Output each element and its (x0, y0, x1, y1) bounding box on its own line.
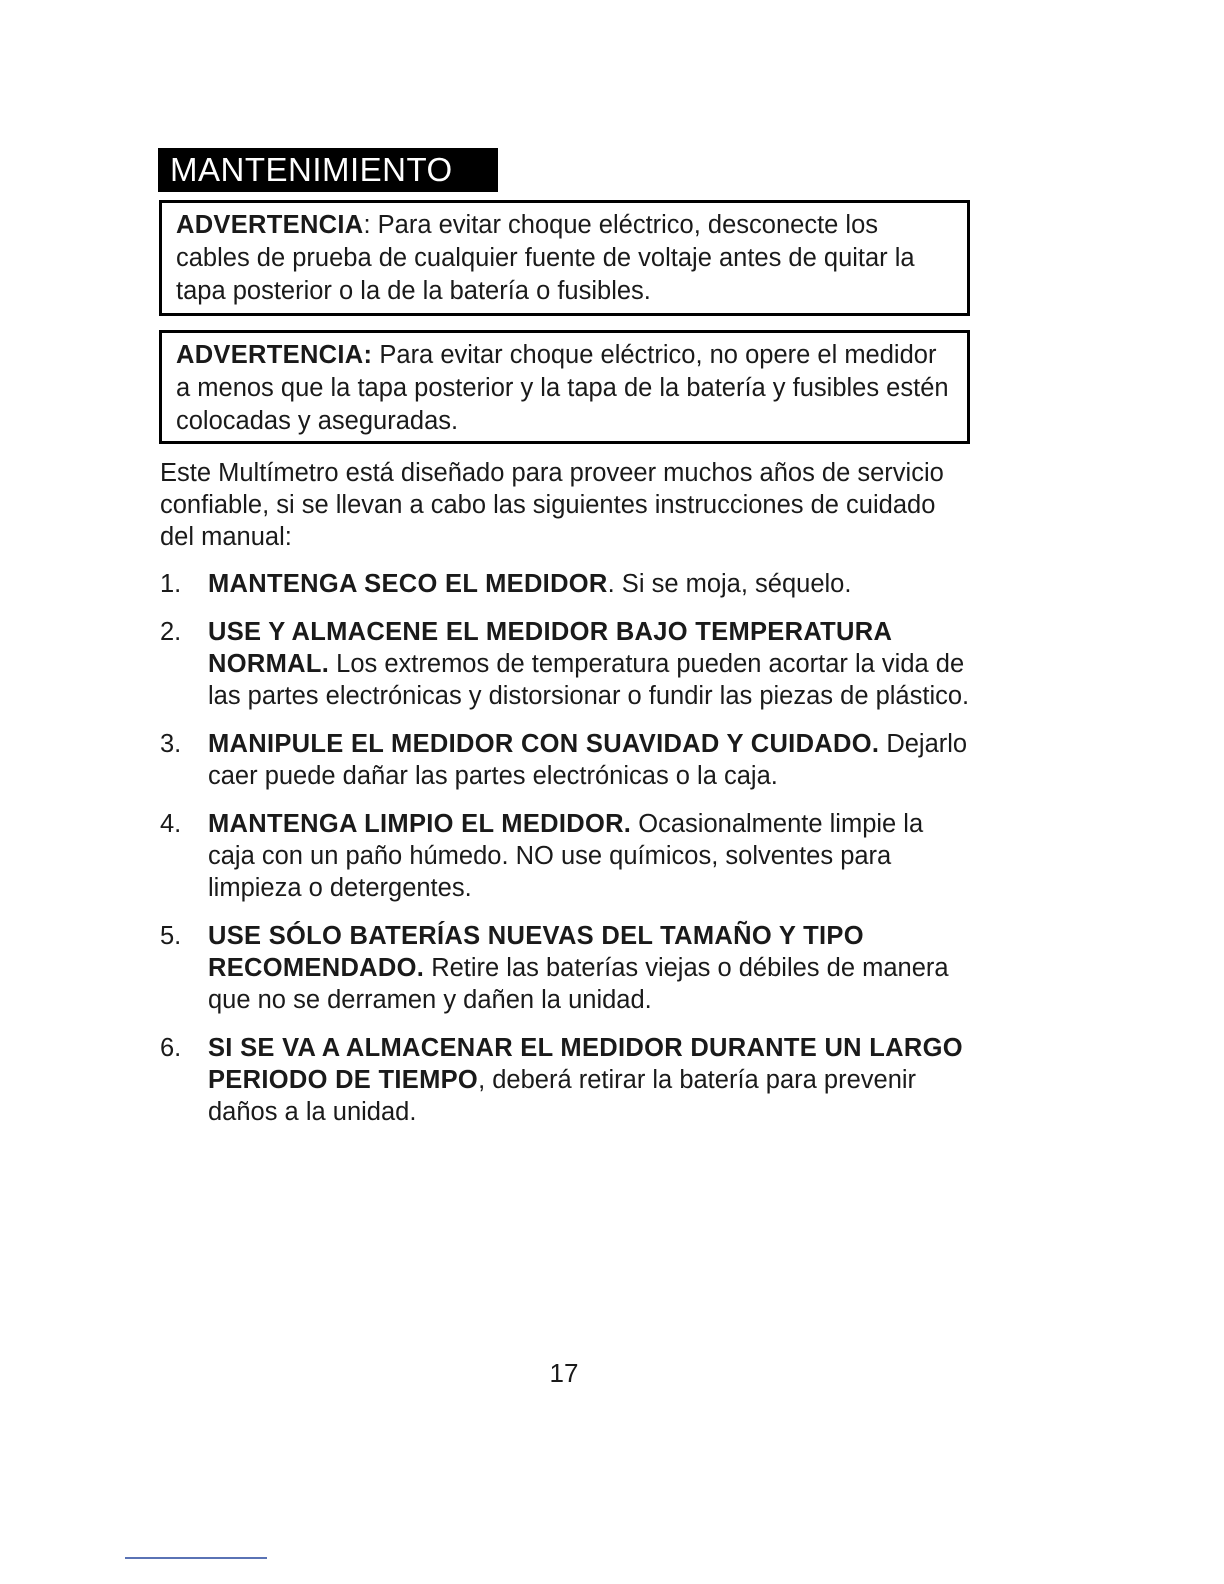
item-number: 1. (160, 570, 182, 598)
item-number: 5. (160, 922, 182, 950)
item-text: , deberá retirar la batería para prevenir daños a la unidad. (208, 1066, 917, 1126)
warning-text: Para evitar choque eléctrico, desconecte los cables de prueba de cualquier fuente de voltaje antes de quitar la tapa posterior o la de la batería o fusibles. (176, 211, 915, 305)
warning-box-1 (159, 200, 970, 316)
item-heading: MANTENGA SECO EL MEDIDOR (208, 570, 608, 598)
warning-label: ADVERTENCIA (176, 211, 364, 239)
item-heading: MANTENGA LIMPIO EL MEDIDOR. (208, 810, 632, 838)
warning-box-2 (159, 330, 970, 444)
item-text: Los extremos de temperatura pueden acortar la vida de las partes electrónicas y distorsionar o fundir las piezas de plástico. (208, 650, 970, 710)
warning-text: Para evitar choque eléctrico, no opere el medidor a menos que la tapa posterior y la tapa de la batería y fusibles estén colocadas y aseguradas. (176, 341, 949, 435)
list-item (160, 920, 970, 1016)
item-number: 4. (160, 810, 182, 838)
item-text: Ocasionalmente limpie la caja con un paño húmedo. NO use químicos, solventes para limpieza o detergentes. (208, 810, 924, 902)
item-heading: USE Y ALMACENE EL MEDIDOR BAJO TEMPERATURA NORMAL. (208, 618, 892, 678)
item-number: 2. (160, 618, 182, 646)
care-instructions-list (160, 568, 970, 1144)
warning-separator: : (363, 211, 378, 239)
item-number: 6. (160, 1034, 182, 1062)
item-heading: USE SÓLO BATERÍAS NUEVAS DEL TAMAÑO Y TIPO RECOMENDADO. (208, 922, 864, 982)
section-title: MANTENIMIENTO (158, 148, 498, 192)
list-item (160, 728, 970, 792)
footer-rule (125, 1557, 267, 1559)
list-item (160, 568, 970, 600)
item-text: Dejarlo caer puede dañar las partes electrónicas o la caja. (208, 730, 968, 790)
list-item (160, 808, 970, 904)
item-heading: MANIPULE EL MEDIDOR CON SUAVIDAD Y CUIDADO. (208, 730, 880, 758)
page-number: 17 (549, 1358, 579, 1388)
item-text: . Si se moja, séquelo. (607, 570, 852, 598)
warning-label: ADVERTENCIA: (176, 341, 373, 369)
item-heading: SI SE VA A ALMACENAR EL MEDIDOR DURANTE UN LARGO PERIODO DE TIEMPO (208, 1034, 963, 1094)
intro-paragraph: Este Multímetro está diseñado para proveer muchos años de servicio confiable, si se llevan a cabo las siguientes instrucciones de cuidado del manual: (160, 459, 944, 551)
list-item (160, 616, 970, 712)
list-item (160, 1032, 970, 1128)
item-text: Retire las baterías viejas o débiles de manera que no se derramen y dañen la unidad. (208, 954, 949, 1014)
item-number: 3. (160, 730, 182, 758)
